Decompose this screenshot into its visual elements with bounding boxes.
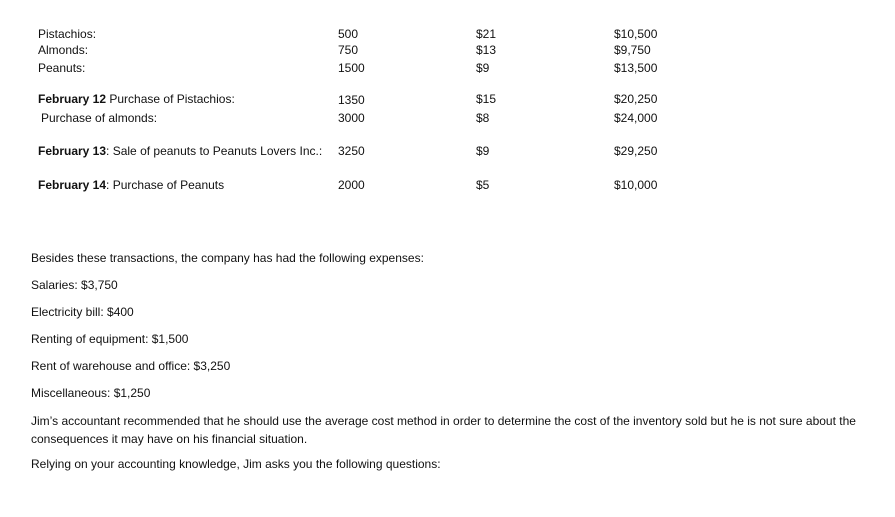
row-label-feb14-peanuts [38,178,224,192]
row-price-feb12-pistachios: $15 [476,92,497,106]
row-label-feb12-pistachios [38,92,235,106]
expense-item-electricity: Electricity bill: $400 [31,305,134,319]
expenses-intro: Besides these transactions, the company has had the following expenses: [31,251,424,265]
row-qty-feb14-peanuts: 2000 [338,178,365,192]
row-total-feb14-peanuts: $10,000 [614,178,658,192]
row-date: February 12 [38,92,107,106]
row-label-feb12-almonds [41,111,157,125]
row-label-peanuts [38,61,85,75]
expense-item-misc: Miscellaneous: $1,250 [31,386,151,400]
row-total-pistachios: $10,500 [614,27,658,41]
row-total-feb12-almonds: $24,000 [614,111,658,125]
row-label-text: Almonds: [38,43,89,57]
row-total-peanuts: $13,500 [614,61,658,75]
row-label-text: : Purchase of Peanuts [106,178,225,192]
row-total-feb13-sale: $29,250 [614,144,658,158]
row-date: February 14 [38,178,107,192]
row-total-feb12-pistachios: $20,250 [614,92,658,106]
row-qty-peanuts: 1500 [338,61,365,75]
recommendation-paragraph: Jim’s accountant recommended that he should use the average cost method in order to determine the cost of the inventory sold but he is not sure about the consequences it may have on his financial situation. [31,414,856,446]
row-label-text: Purchase of almonds: [41,111,158,125]
row-label-feb13-sale [38,144,322,158]
expense-item-equipment: Renting of equipment: $1,500 [31,332,189,346]
row-label-almonds [38,43,88,57]
row-price-pistachios: $21 [476,27,497,41]
row-label-text: Peanuts: [38,61,86,75]
row-date: February 13 [38,144,107,158]
row-qty-almonds: 750 [338,43,359,57]
expense-item-rent: Rent of warehouse and office: $3,250 [31,359,231,373]
row-label-text: Purchase of Pistachios: [106,92,235,106]
row-qty-pistachios: 500 [338,27,359,41]
row-qty-feb12-pistachios: 1350 [338,93,365,107]
row-qty-feb13-sale: 3250 [338,144,365,158]
row-total-almonds: $9,750 [614,43,651,57]
row-label-pistachios [38,27,96,41]
row-price-feb14-peanuts: $5 [476,178,490,192]
row-label-text: : Sale of peanuts to Peanuts Lovers Inc.: [106,144,323,158]
row-price-peanuts: $9 [476,61,490,75]
closing-paragraph: Relying on your accounting knowledge, Jim asks you the following questions: [31,457,441,471]
expense-item-salaries: Salaries: $3,750 [31,278,118,292]
row-qty-feb12-almonds: 3000 [338,111,365,125]
row-price-feb12-almonds: $8 [476,111,490,125]
row-price-almonds: $13 [476,43,497,57]
row-label-text: Pistachios: [38,27,97,41]
row-price-feb13-sale: $9 [476,144,490,158]
